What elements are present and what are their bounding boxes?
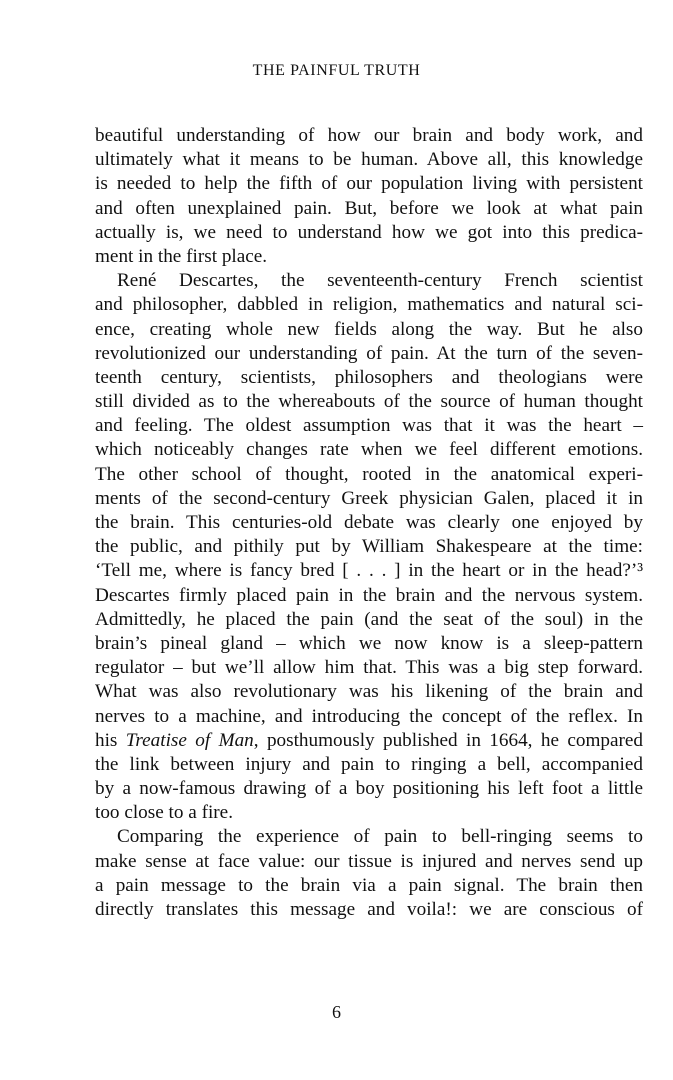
text-line: Admittedly, he placed the pain (and the seat of the soul) in the [95,608,643,630]
text-line: make sense at face value: our tissue is injured and nerves send up [95,850,643,872]
text-line: ment in the first place. [95,245,268,267]
text-line: teenth century, scientists, philosophers and theologians were [95,366,643,388]
text-line: René Descartes, the seventeenth-century French scientist [117,270,643,292]
text-line: the brain. This centuries-old debate was clearly one enjoyed by [95,512,643,533]
text-line: and feeling. The oldest assumption was that it was the heart – [95,415,643,437]
text-line: ments of the second-century Greek physician Galen, placed it in [95,487,643,509]
text-line: revolutionized our understanding of pain. At the turn of the seven- [95,342,643,364]
text-line: directly translates this message and voila!: we are conscious of [95,899,643,920]
text-line: the public, and pithily put by William Shakespeare at the time: [95,536,643,558]
body-text [95,124,643,922]
running-head: THE PAINFUL TRUTH [252,62,421,79]
book-title: Treatise of Man [125,729,254,751]
text-line: and philosopher, dabbled in religion, mathematics and natural sci- [95,294,643,316]
text-line: Descartes firmly placed pain in the brain and the nervous system. [95,584,643,606]
text-line: brain’s pineal gland – which we now know is a sleep-pattern [95,632,643,654]
text-line: ultimately what it means to be human. Above all, this knowledge [95,149,643,171]
text-line: too close to a fire. [95,802,233,824]
text-line: is needed to help the fifth of our population living with persistent [95,173,643,195]
text-line: a pain message to the brain via a pain signal. The brain then [95,874,643,896]
text-line: ence, creating whole new fields along the way. But he also [95,318,643,340]
text-line: the link between injury and pain to ringing a bell, accompanied [95,753,643,775]
text-line: and often unexplained pain. But, before we look at what pain [95,197,643,219]
text-line: What was also revolutionary was his likening of the brain and [95,681,643,703]
page-number: 6 [332,1002,341,1022]
text-line: by a now-famous drawing of a boy positioning his left foot a little [95,778,643,800]
text-line: actually is, we need to understand how we got into this predica- [95,221,643,243]
text-line: ‘Tell me, where is fancy bred [ . . . ] in the heart or in the head?’³ [95,560,643,582]
text-line: still divided as to the whereabouts of the source of human thought [95,391,643,413]
text-line: which noticeably changes rate when we feel different emotions. [95,439,643,461]
text-line: Comparing the experience of pain to bell-ringing seems to [117,826,643,848]
text-line: nerves to a machine, and introducing the concept of the reflex. In [95,705,643,727]
text-line: regulator – but we’ll allow him that. This was a big step forward. [95,657,643,679]
text-line: beautiful understanding of how our brain and body work, and [95,125,643,146]
text-line: his Treatise of Man, posthumously published in 1664, he compared [95,729,643,751]
text-line: The other school of thought, rooted in the anatomical experi- [95,463,643,485]
